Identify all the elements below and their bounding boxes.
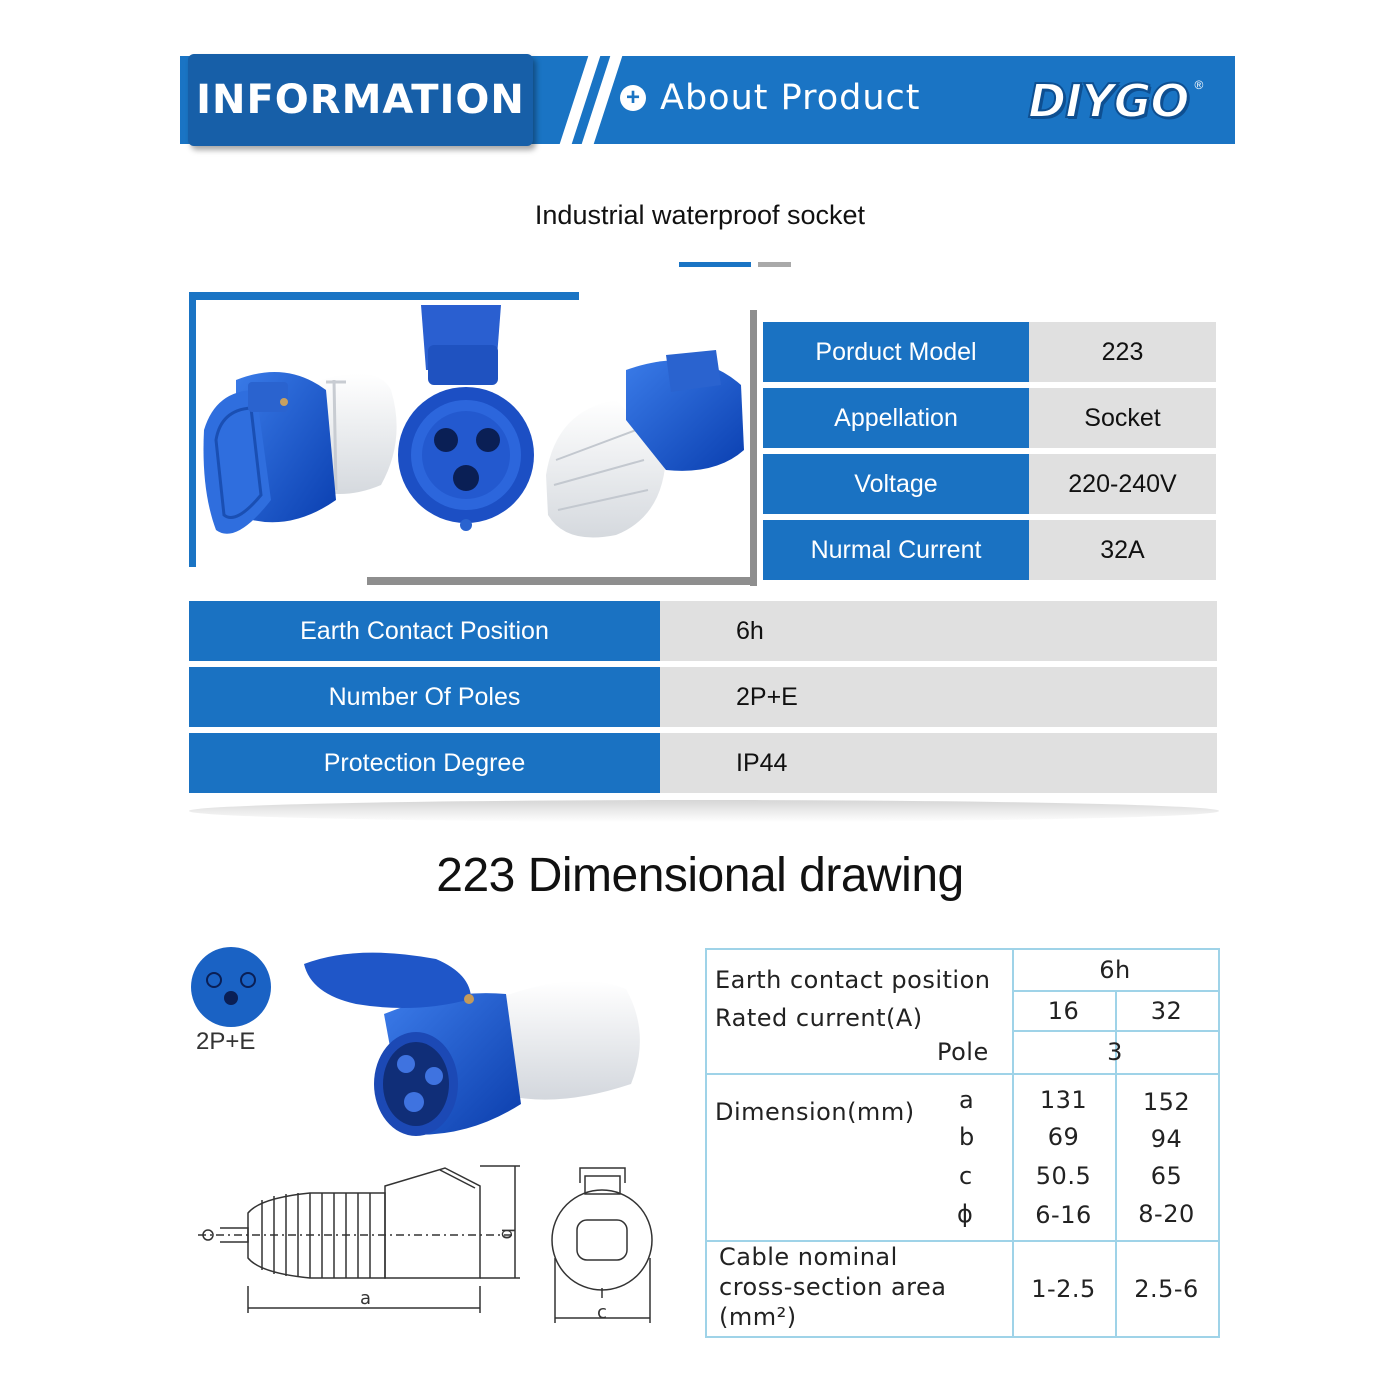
dim-key: c bbox=[959, 1162, 973, 1190]
photo-frame-border bbox=[750, 310, 757, 586]
spec-value: Socket bbox=[1029, 388, 1216, 448]
brand-logo bbox=[1028, 74, 1203, 128]
spec-label: Nurmal Current bbox=[763, 520, 1029, 580]
registered-mark: ® bbox=[1194, 78, 1204, 92]
spec-label: Number Of Poles bbox=[189, 667, 660, 727]
subtitle-accent-bar bbox=[679, 262, 751, 267]
earth-contact-label: Earth contact position bbox=[715, 966, 991, 994]
spec-row-poles bbox=[189, 667, 1217, 727]
socket-front-photo bbox=[398, 305, 534, 531]
earth-contact-value: 6h bbox=[1099, 956, 1131, 984]
information-tab-label: INFORMATION bbox=[196, 77, 525, 123]
spec-row-protection bbox=[189, 733, 1217, 793]
dim-value-32: 8-20 bbox=[1138, 1200, 1195, 1228]
dim-value-16: 50.5 bbox=[1035, 1162, 1092, 1190]
dimension-label: Dimension(mm) bbox=[715, 1098, 915, 1126]
table-line bbox=[707, 1240, 1218, 1242]
rated-current-label: Rated current(A) bbox=[715, 1004, 923, 1032]
spec-row-voltage bbox=[763, 454, 1216, 514]
rated-current-32: 32 bbox=[1150, 997, 1183, 1025]
dimension-a-label: a bbox=[360, 1288, 372, 1309]
spec-value: 223 bbox=[1029, 322, 1216, 382]
pole-label: Pole bbox=[937, 1038, 989, 1066]
cable-area-label: cross-section area bbox=[719, 1273, 947, 1301]
side-view-drawing bbox=[190, 1158, 530, 1328]
dimension-c-label: c bbox=[597, 1302, 607, 1323]
dim-value-16: 131 bbox=[1039, 1086, 1088, 1114]
information-tab bbox=[188, 54, 533, 146]
cable-area-label: Cable nominal bbox=[719, 1243, 898, 1271]
brand-name: DIYGO bbox=[1028, 74, 1189, 128]
dim-key: a bbox=[959, 1086, 975, 1114]
front-view-drawing bbox=[540, 1158, 665, 1328]
about-product-heading bbox=[620, 78, 921, 118]
spec-label: Earth Contact Position bbox=[189, 601, 660, 661]
cable-area-label: (mm²) bbox=[719, 1303, 797, 1331]
spec-label: Voltage bbox=[763, 454, 1029, 514]
spec-value: IP44 bbox=[660, 733, 1217, 793]
spec-row-current bbox=[763, 520, 1216, 580]
spec-value: 220-240V bbox=[1029, 454, 1216, 514]
photo-frame-border bbox=[367, 577, 757, 585]
socket-side-photo bbox=[204, 372, 397, 534]
dim-value-32: 65 bbox=[1150, 1162, 1183, 1190]
dim-key: ϕ bbox=[957, 1200, 974, 1228]
spec-value: 32A bbox=[1029, 520, 1216, 580]
cable-area-16: 1-2.5 bbox=[1031, 1275, 1096, 1303]
pole-configuration-icon bbox=[190, 946, 272, 1028]
dim-key: b bbox=[959, 1123, 975, 1151]
rated-current-16: 16 bbox=[1047, 997, 1080, 1025]
dim-value-32: 94 bbox=[1150, 1125, 1183, 1153]
photo-frame-border bbox=[189, 292, 579, 300]
table-shadow bbox=[189, 800, 1219, 822]
pole-value: 3 bbox=[1107, 1038, 1123, 1066]
table-line bbox=[707, 1073, 1218, 1075]
plus-circle-icon: + bbox=[620, 85, 646, 111]
spec-label: Appellation bbox=[763, 388, 1029, 448]
product-photos bbox=[196, 300, 750, 577]
dim-value-32: 152 bbox=[1142, 1088, 1191, 1116]
spec-value: 2P+E bbox=[660, 667, 1217, 727]
about-product-label: About Product bbox=[660, 78, 921, 118]
dimension-b-label: b bbox=[497, 1228, 518, 1240]
dimensional-drawing-title: 223 Dimensional drawing bbox=[436, 849, 964, 902]
socket-product-image bbox=[296, 944, 656, 1154]
dim-value-16: 69 bbox=[1047, 1123, 1080, 1151]
spec-label: Protection Degree bbox=[189, 733, 660, 793]
dimension-table bbox=[705, 948, 1220, 1338]
cable-area-32: 2.5-6 bbox=[1134, 1275, 1199, 1303]
table-line bbox=[1012, 990, 1218, 992]
socket-angled-photo bbox=[546, 350, 744, 538]
spec-value: 6h bbox=[660, 601, 1217, 661]
spec-label: Porduct Model bbox=[763, 322, 1029, 382]
subtitle-accent-bar-gray bbox=[758, 262, 791, 267]
header-banner bbox=[180, 56, 1235, 144]
spec-row-model bbox=[763, 322, 1216, 382]
product-subtitle: Industrial waterproof socket bbox=[534, 200, 866, 230]
photo-frame-border bbox=[189, 292, 196, 567]
table-line bbox=[1012, 1030, 1218, 1032]
dim-value-16: 6-16 bbox=[1035, 1201, 1092, 1229]
pole-configuration-label: 2P+E bbox=[196, 1028, 256, 1055]
spec-row-earth bbox=[189, 601, 1217, 661]
spec-row-appellation bbox=[763, 388, 1216, 448]
